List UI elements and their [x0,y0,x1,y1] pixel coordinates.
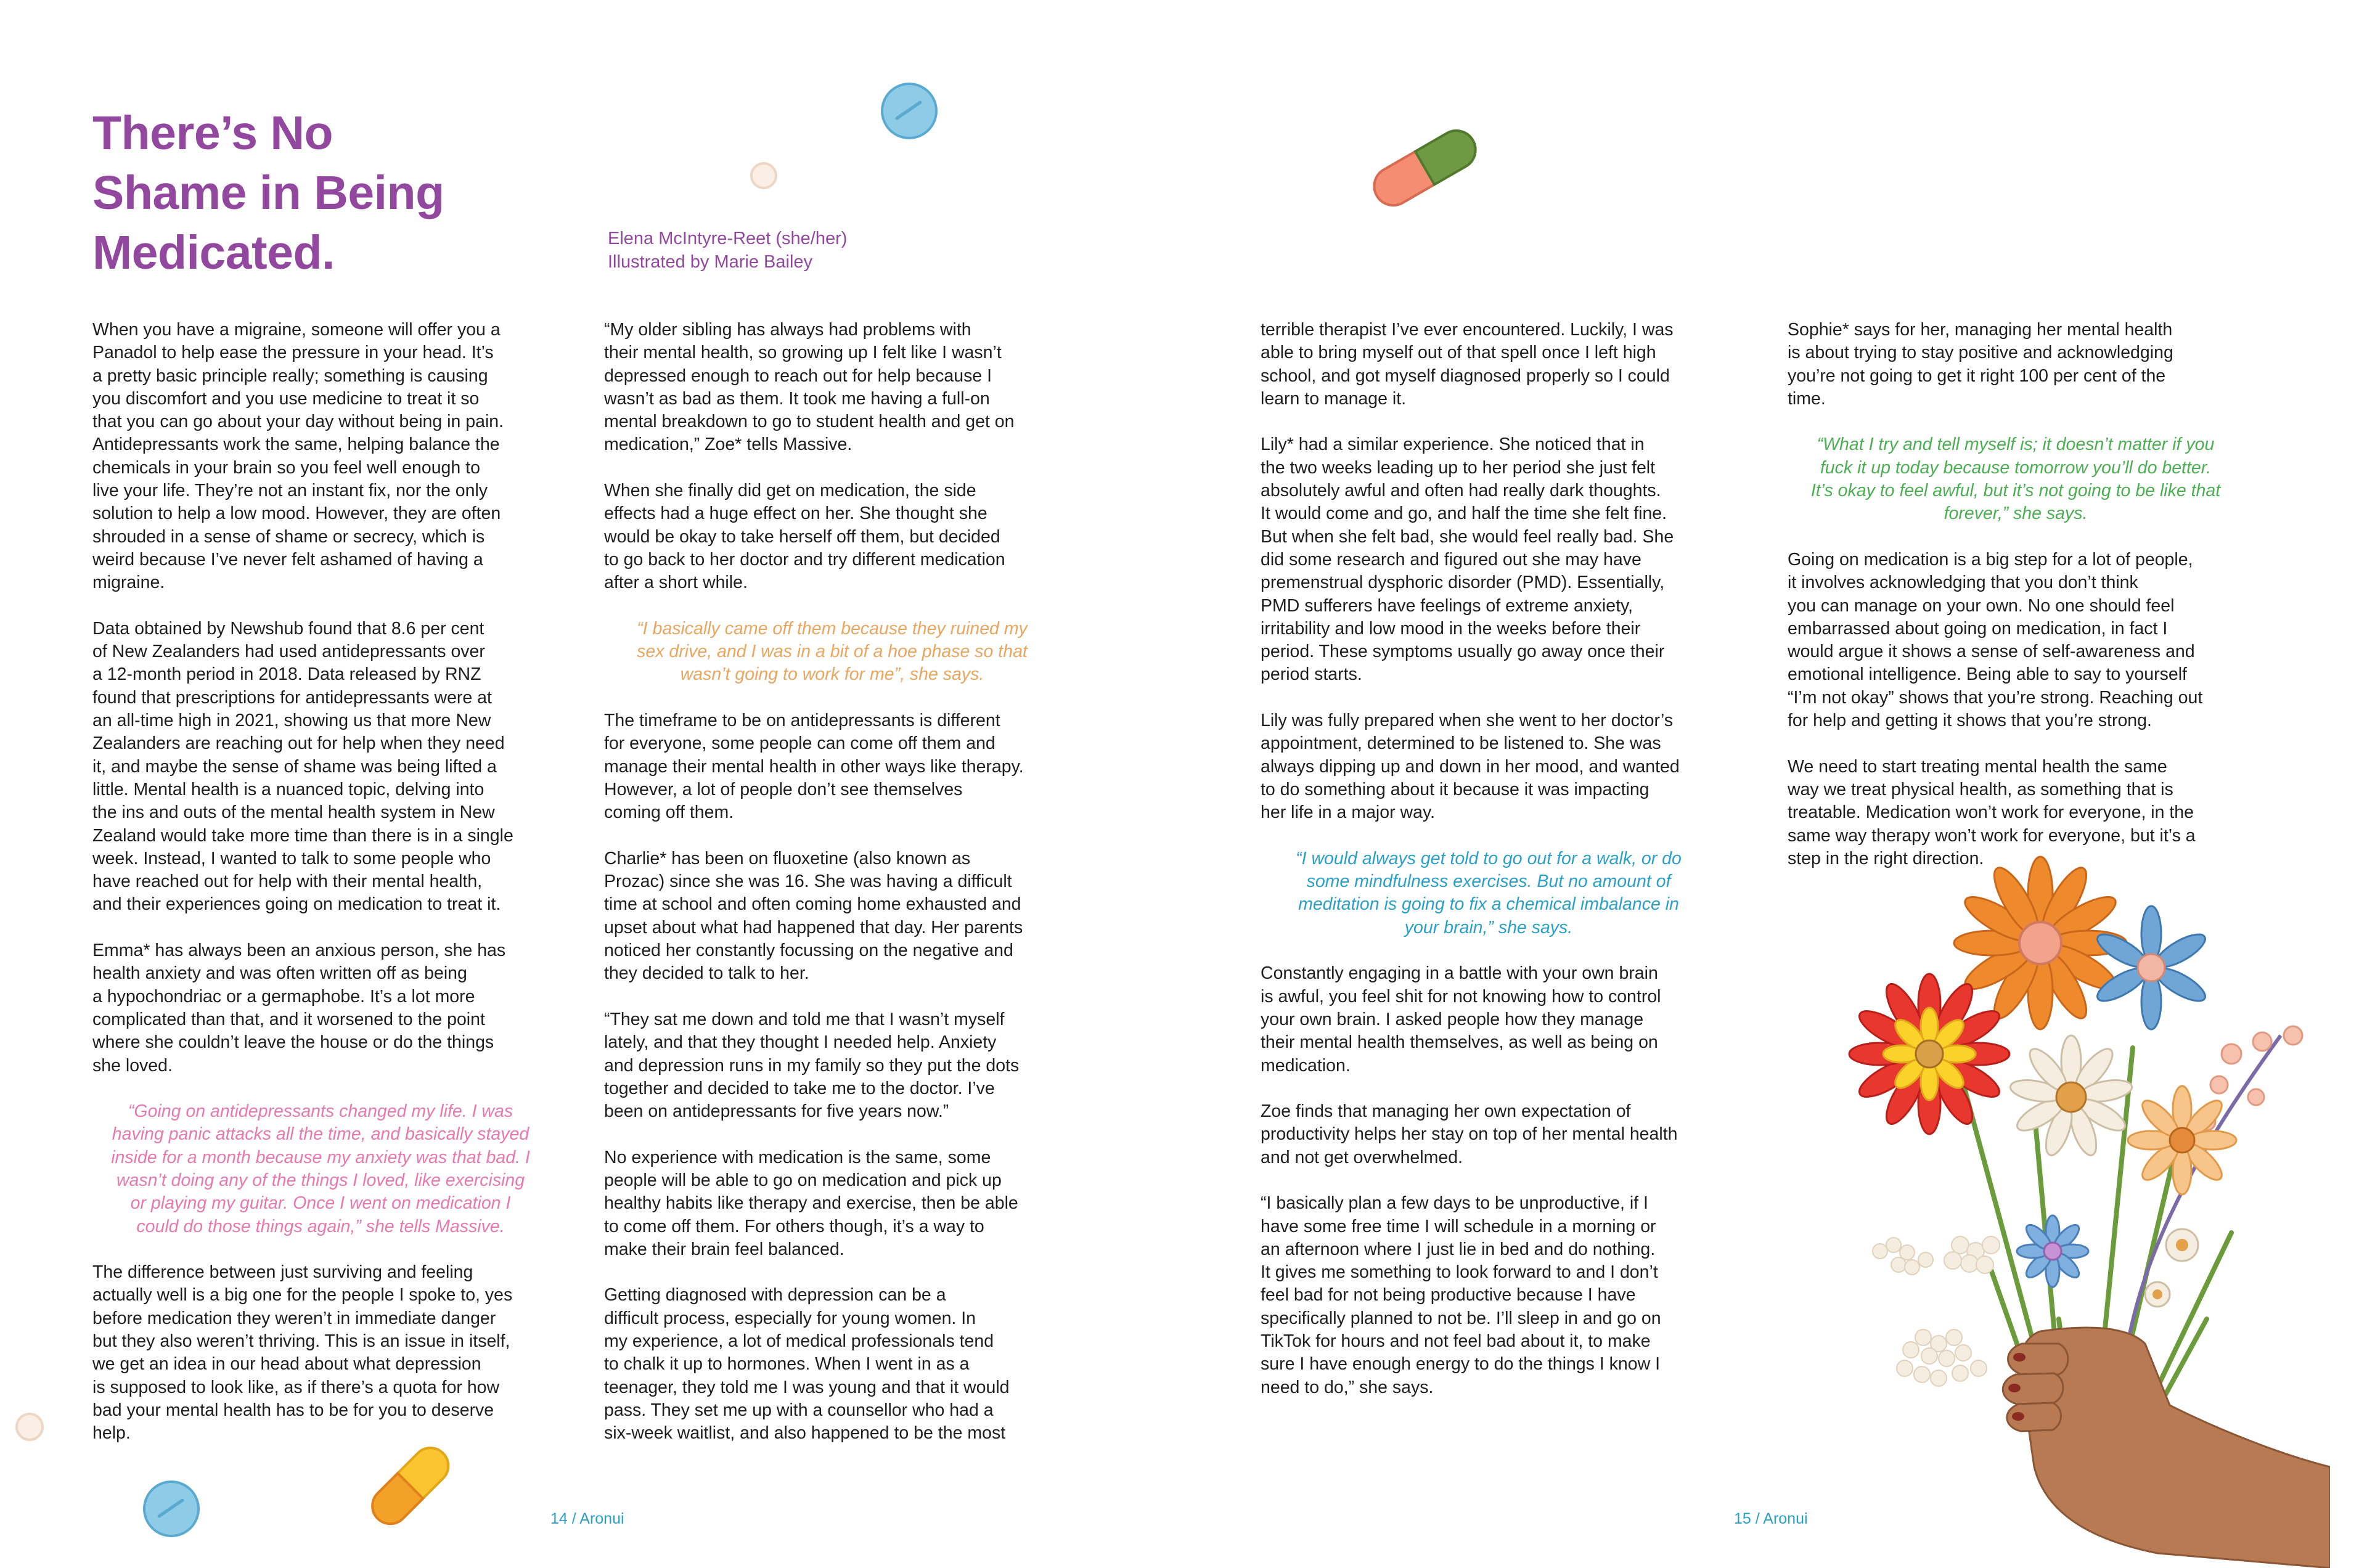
page-number-right: 15 / Aronui [1734,1510,1808,1527]
body-paragraph: When you have a migraine, someone will offer you a Panadol to help ease the pressure in your head. It’s a pretty basic principle really; something is causing you discomfort and you use medicine to treat it so that you can go about your day without being in pain. Antidepressants work the same, helping balance the chemicals in your brain so you feel well enough to live your life. They’re not an instant fix, nor the only solution to help a low mood. However, they are often shrouded in a sense of shame or secrecy, which is weird because I’ve never felt ashamed of having a migraine. [92,320,504,593]
body-column-4 [1788,319,2244,893]
title-line: Medicated. [92,226,335,279]
body-paragraph: We need to start treating mental health the same way we treat physical health, as something that is treatable. Medication won’t work for everyone, in the same way therapy won’t work for everyone, but it’s a step in the right direction. [1788,756,2196,868]
round-pill-icon [141,1478,202,1540]
pearl-pill-icon [11,1408,48,1445]
title-line: There’s No [92,107,333,160]
body-paragraph: The timeframe to be on antidepressants is different for everyone, some people can come off them and manage their mental health in other ways like therapy. However, a lot of people don’t see themselves coming off them. [604,711,1024,823]
pearl-pill-icon [747,159,780,192]
body-paragraph: Zoe finds that managing her own expectation of productivity helps her stay on top of her mental health and not get overwhelmed. [1261,1101,1678,1167]
body-paragraph: The difference between just surviving and feeling actually well is a big one for the people I spoke to, yes before medication they weren’t in immediate danger but they also weren’t thriving. This is an issue in itself, we get an idea in our head about what depression is supposed to look like, as if there’s a quota for how bad your mental health has to be for you to deserve help. [92,1262,513,1443]
page-number-left: 14 / Aronui [550,1510,624,1527]
body-paragraph: “They sat me down and told me that I wasn’t myself lately, and that they thought I needed help. Anxiety and depression runs in my family so they put the dots together and decided to take me to the doctor. I’ve been on antidepressants for five years now.” [604,1009,1020,1122]
pull-quote: “What I try and tell myself is; it doesn’t matter if you fuck it up today because tomorrow you’ll do better. It’s okay to feel awful, but it’s not going to be like that forever,” she says. [1810,435,2221,524]
body-paragraph: Going on medication is a big step for a lot of people, it involves acknowledging that you don’t think you can manage on your own. No one should feel embarrassed about going on medication, in fact I would argue it shows a sense of self-awareness and emotional intelligence. Being able to say to yourself “I’m not okay” shows that you’re strong. Reaching out for help and getting it shows that you’re strong. [1788,549,2203,731]
pull-quote: “I would always get told to go out for a walk, or do some mindfulness exercises. But no amount of meditation is going to fix a chemical imbalance in your brain,” she says. [1296,848,1682,937]
flower-bouquet-illustration [1837,851,2330,1568]
body-paragraph: Charlie* has been on fluoxetine (also known as Prozac) since she was 16. She was having a difficult time at school and often coming home exhausted and upset about what had happened that day. Her parents noticed her constantly focussing on the negative and they decided to talk to her. [604,848,1023,984]
body-column-2 [604,319,1060,1468]
capsule-pill-icon [1350,117,1498,216]
body-paragraph: Emma* has always been an anxious person, she has health anxiety and was often written off as being a hypochondriac or a germaphobe. It’s a lot more complicated than that, and it worsened to the point where she couldn’t leave the house or do the things she loved. [92,941,506,1076]
body-column-1 [92,319,549,1468]
body-paragraph: Data obtained by Newshub found that 8.6 per cent of New Zealanders had used antidepressants over a 12-month period in 2018. Data released by RNZ found that prescriptions for antidepressants were at an all-time high in 2021, showing us that more New Zealanders are reaching out for help when they need it, and maybe the sense of shame was being lifted a little. Mental health is a nuanced topic, delving into the ins and outs of the mental health system in New Zealand would take more time than there is in a single week. Instead, I wanted to talk to some people who have reached out for help with their mental health, and their experiences going on medication to treat it. [92,618,513,915]
body-paragraph: Sophie* says for her, managing her mental health is about trying to stay positive and acknowledging you’re not going to get it right 100 per cent of the time. [1788,320,2173,409]
byline [608,227,847,274]
body-column-3 [1261,319,1717,1422]
article-title [92,104,524,283]
round-pill-icon [878,80,940,142]
author-credit: Elena McIntyre-Reet (she/her) [608,229,848,248]
body-paragraph: Getting diagnosed with depression can be a difficult process, especially for young women. In my experience, a lot of medical professionals tend to chalk it up to hormones. When I went in as a teenager, they told me I was young and that it would pass. They set me up with a counsellor who had a six-week waitlist, and also happened to be the most [604,1285,1010,1443]
pull-quote: “Going on antidepressants changed my life. I was having panic attacks all the time, and basically stayed inside for a month because my anxiety was that bad. I wasn’t doing any of the things I loved, like exercising or playing my guitar. Once I went on medication I could do those things again,” she tells Massive. [111,1101,530,1236]
body-paragraph: Lily was fully prepared when she went to her doctor’s appointment, determined to be listened to. She was always dipping up and down in her mood, and wanted to do something about it because it was impacting her life in a major way. [1261,711,1680,823]
body-paragraph: Lily* had a similar experience. She noticed that in the two weeks leading up to her period she just felt absolutely awful and often had really dark thoughts. It would come and go, and half the time she felt fine. But when she felt bad, she would feel really bad. She did some research and figured out she may have premenstrual dysphoric disorder (PMD). Essentially, PMD sufferers have feelings of extreme anxiety, irritability and low mood in the weeks before their period. These symptoms usually go away once their period starts. [1261,435,1674,685]
body-paragraph: Constantly engaging in a battle with your own brain is awful, you feel shit for not knowing how to control your own brain. I asked people how they manage their mental health themselves, as well as being on medication. [1261,963,1661,1076]
illustrator-credit: Illustrated by Marie Bailey [608,252,813,272]
capsule-pill-icon [354,1436,465,1535]
body-paragraph: No experience with medication is the same, some people will be able to go on medication and pick up healthy habits like therapy and exercise, then be able to come off them. For others though, it’s a way to make their brain feel balanced. [604,1147,1018,1259]
body-paragraph: “I basically plan a few days to be unproductive, if I have some free time I will schedule in a morning or an afternoon where I just lie in bed and do nothing. It gives me something to look forward to and I don’t feel bad for not being productive because I have specifically planned to not be. I’ll sleep in and go on TikTok for hours and not feel bad about it, to make sure I have enough energy to do the things I know I need to do,” she says. [1261,1193,1661,1397]
title-line: Shame in Being [92,166,444,219]
body-paragraph: “My older sibling has always had problems with their mental health, so growing up I felt like I wasn’t depressed enough to reach out for help because I wasn’t as bad as them. It took me having a full-on mental breakdown to go to student health and get on medication,” Zoe* tells Massive. [604,320,1015,455]
body-paragraph: When she finally did get on medication, the side effects had a huge effect on her. She thought she would be okay to take herself off them, but decided to go back to her doctor and try different medication after a short while. [604,481,1005,593]
pull-quote: “I basically came off them because they ruined my sex drive, and I was in a bit of a hoe phase so that wasn’t going to work for me”, she says. [637,618,1028,685]
body-paragraph: terrible therapist I’ve ever encountered. Luckily, I was able to bring myself out of that spell once I left high school, and got myself diagnosed properly so I could learn to manage it. [1261,320,1674,409]
